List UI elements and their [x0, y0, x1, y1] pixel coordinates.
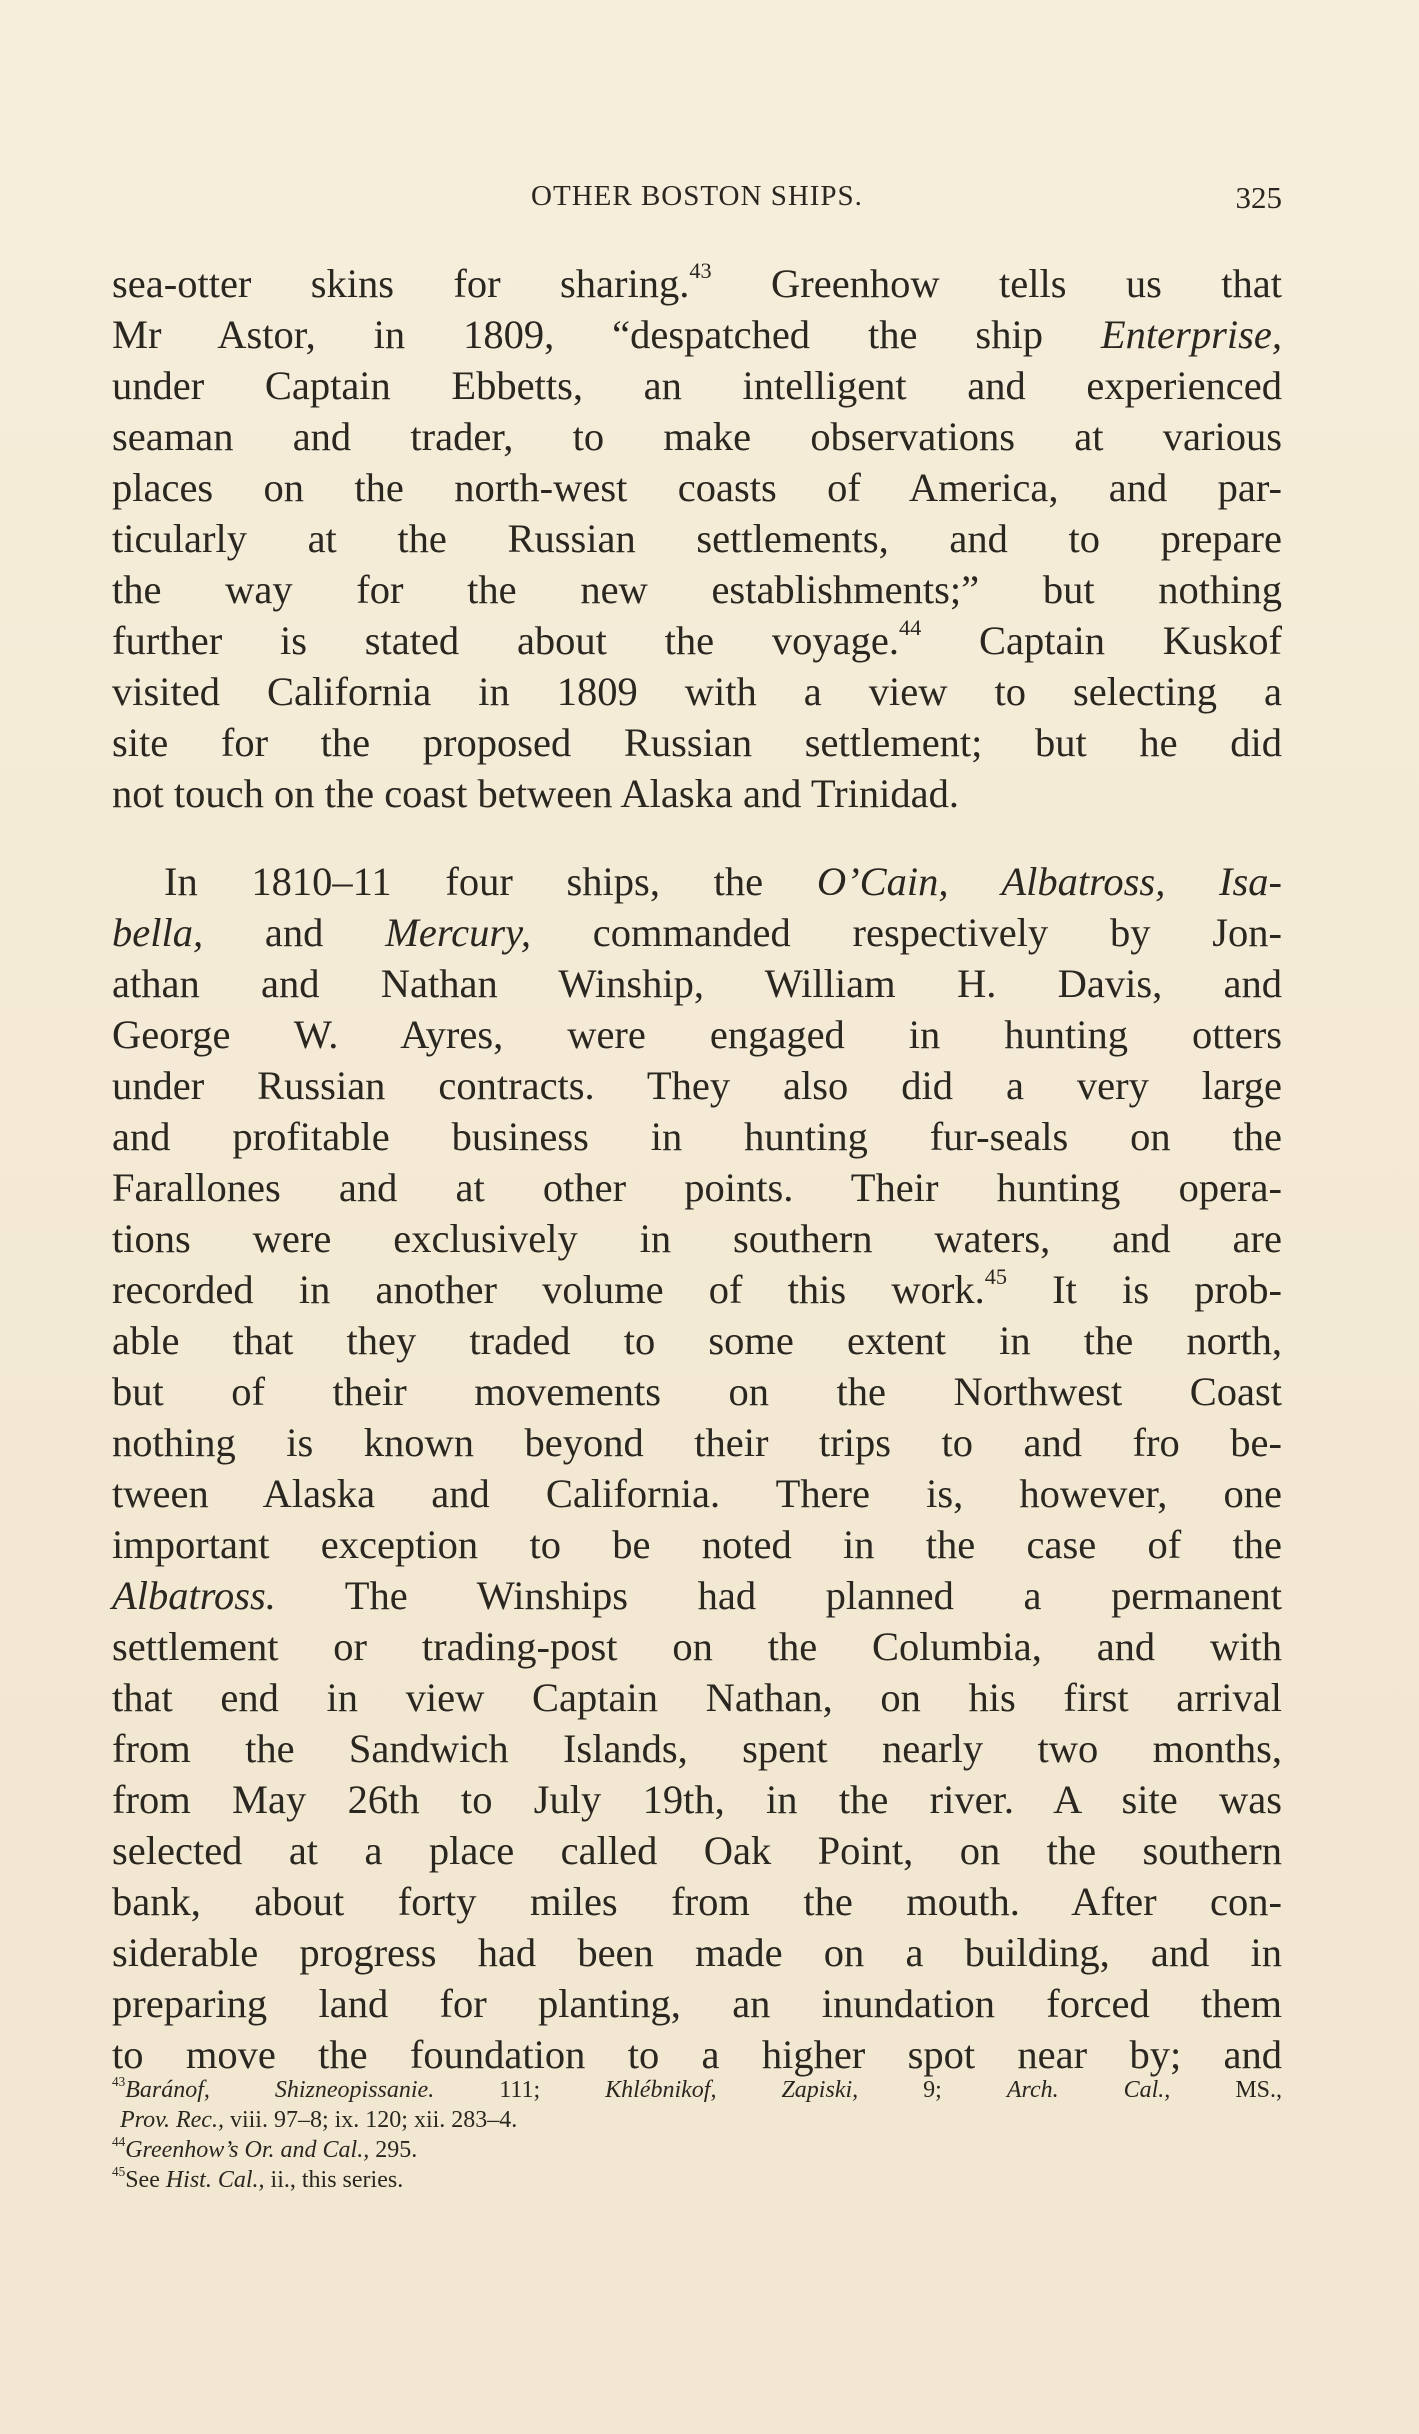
text-run: 295.	[369, 2137, 418, 2163]
footnote-ref: 45	[984, 1264, 1007, 1290]
text-run: important exception to be noted in the case of the	[112, 1522, 1282, 1567]
text-run: under Russian contracts. They also did a very large	[112, 1063, 1282, 1108]
footnote-ref: 43	[689, 258, 712, 284]
text-run: See	[125, 2167, 166, 2193]
text-run: It is prob-	[1007, 1267, 1282, 1312]
italic-text: Greenhow’s Or. and Cal.,	[125, 2137, 370, 2163]
text-line	[112, 1570, 1282, 1621]
text-line	[112, 1111, 1282, 1162]
footnote-ref: 43	[112, 2073, 126, 2089]
text-run: preparing land for planting, an inundation forced them	[112, 1981, 1282, 2026]
italic-text: Mercury,	[385, 910, 531, 955]
body-text	[112, 258, 1282, 2080]
text-run: nothing is known beyond their trips to and fro be-	[112, 1420, 1282, 1465]
text-run: siderable progress had been made on a building, and in	[112, 1930, 1282, 1975]
paragraph	[112, 258, 1282, 819]
italic-text: Arch. Cal.,	[1006, 2077, 1171, 2103]
running-head: OTHER BOSTON SHIPS.	[531, 180, 863, 212]
text-line	[112, 856, 1282, 907]
text-line	[112, 1774, 1282, 1825]
text-run: Farallones and at other points. Their hunting opera-	[112, 1165, 1282, 1210]
page-header	[112, 176, 1282, 220]
text-line	[112, 1315, 1282, 1366]
italic-text: Khlébnikof, Zapiski,	[605, 2077, 859, 2103]
text-run: further is stated about the voyage.	[112, 618, 899, 663]
page-number: 325	[1235, 180, 1282, 215]
text-run: tween Alaska and California. There is, however, one	[112, 1471, 1282, 1516]
text-line	[112, 1519, 1282, 1570]
text-run: under Captain Ebbetts, an intelligent and experienced	[112, 363, 1282, 408]
text-run: Greenhow tells us that	[711, 261, 1282, 306]
text-line	[112, 768, 1282, 819]
italic-text: O’Cain, Albatross, Isa-	[816, 859, 1282, 904]
footnotes	[112, 2075, 1282, 2195]
text-line	[112, 1876, 1282, 1927]
text-line	[112, 258, 1282, 309]
text-line	[112, 1825, 1282, 1876]
text-line	[112, 1723, 1282, 1774]
text-line	[112, 1060, 1282, 1111]
italic-text: Albatross.	[112, 1573, 276, 1618]
text-run: MS.,	[1170, 2077, 1282, 2103]
text-run: visited California in 1809 with a view to selecting a	[112, 669, 1282, 714]
text-run: and	[203, 910, 386, 955]
text-line	[112, 958, 1282, 1009]
text-line	[112, 666, 1282, 717]
text-line	[112, 1672, 1282, 1723]
text-run: and profitable business in hunting fur-seals on the	[112, 1114, 1282, 1159]
text-run: ticularly at the Russian settlements, and to prepare	[112, 516, 1282, 561]
footnote	[112, 2165, 1282, 2195]
text-line	[112, 360, 1282, 411]
italic-text: Prov. Rec.,	[120, 2107, 224, 2133]
footnote	[112, 2135, 1282, 2165]
footnote-ref: 44	[112, 2133, 126, 2149]
text-run: viii. 97–8; ix. 120; xii. 283–4.	[223, 2107, 518, 2133]
text-run: to move the foundation to a higher spot near by; and	[112, 2032, 1282, 2077]
text-run: 9;	[858, 2077, 1007, 2103]
text-run: bank, about forty miles from the mouth. After con-	[112, 1879, 1282, 1924]
text-run: tions were exclusively in southern waters, and are	[112, 1216, 1282, 1261]
text-run: athan and Nathan Winship, William H. Davis, and	[112, 961, 1282, 1006]
text-run: able that they traded to some extent in the north,	[112, 1318, 1282, 1363]
text-line	[112, 1264, 1282, 1315]
text-run: the way for the new establishments;” but nothing	[112, 567, 1282, 612]
footnote	[112, 2075, 1282, 2105]
text-run: The Winships had planned a permanent	[275, 1573, 1282, 1618]
text-line	[112, 309, 1282, 360]
text-line	[112, 1468, 1282, 1519]
italic-text: Hist. Cal.,	[165, 2167, 265, 2193]
footnote-ref: 45	[112, 2163, 126, 2179]
text-run: recorded in another volume of this work.	[112, 1267, 985, 1312]
text-line	[112, 513, 1282, 564]
text-line	[112, 907, 1282, 958]
footnote-ref: 44	[899, 615, 922, 641]
text-run: George W. Ayres, were engaged in hunting otters	[112, 1012, 1282, 1057]
text-line	[112, 1213, 1282, 1264]
text-run: from the Sandwich Islands, spent nearly two months,	[112, 1726, 1282, 1771]
text-run: Captain Kuskof	[921, 618, 1282, 663]
text-run: seaman and trader, to make observations at various	[112, 414, 1282, 459]
text-line	[112, 1009, 1282, 1060]
footnote	[112, 2105, 1282, 2135]
text-line	[112, 564, 1282, 615]
text-line	[112, 717, 1282, 768]
text-line	[112, 615, 1282, 666]
text-line	[112, 2029, 1282, 2080]
text-run: selected at a place called Oak Point, on the southern	[112, 1828, 1282, 1873]
text-run: ii., this series.	[264, 2167, 404, 2193]
italic-text: Enterprise,	[1100, 312, 1282, 357]
text-run: Mr Astor, in 1809, “despatched the ship	[112, 312, 1101, 357]
text-run: settlement or trading-post on the Columbia, and with	[112, 1624, 1282, 1669]
text-line	[112, 1621, 1282, 1672]
text-run: In 1810–11 four ships, the	[164, 859, 817, 904]
text-line	[112, 1417, 1282, 1468]
paragraph-gap	[112, 819, 1282, 856]
text-run: from May 26th to July 19th, in the river. A site was	[112, 1777, 1282, 1822]
paragraph	[112, 856, 1282, 2080]
text-line	[112, 1978, 1282, 2029]
text-line	[112, 1366, 1282, 1417]
text-line	[112, 462, 1282, 513]
text-run: that end in view Captain Nathan, on his first arrival	[112, 1675, 1282, 1720]
text-run: places on the north-west coasts of America, and par-	[112, 465, 1282, 510]
text-run: commanded respectively by Jon-	[531, 910, 1282, 955]
text-line	[112, 411, 1282, 462]
text-line	[112, 1162, 1282, 1213]
text-run: site for the proposed Russian settlement; but he did	[112, 720, 1282, 765]
text-run: not touch on the coast between Alaska and Trinidad.	[112, 771, 959, 816]
italic-text: bella,	[112, 910, 204, 955]
text-run: but of their movements on the Northwest Coast	[112, 1369, 1282, 1414]
text-run: 111;	[434, 2077, 606, 2103]
italic-text: Baránof, Shizneopissanie.	[125, 2077, 435, 2103]
text-line	[112, 1927, 1282, 1978]
text-run: sea-otter skins for sharing.	[112, 261, 690, 306]
